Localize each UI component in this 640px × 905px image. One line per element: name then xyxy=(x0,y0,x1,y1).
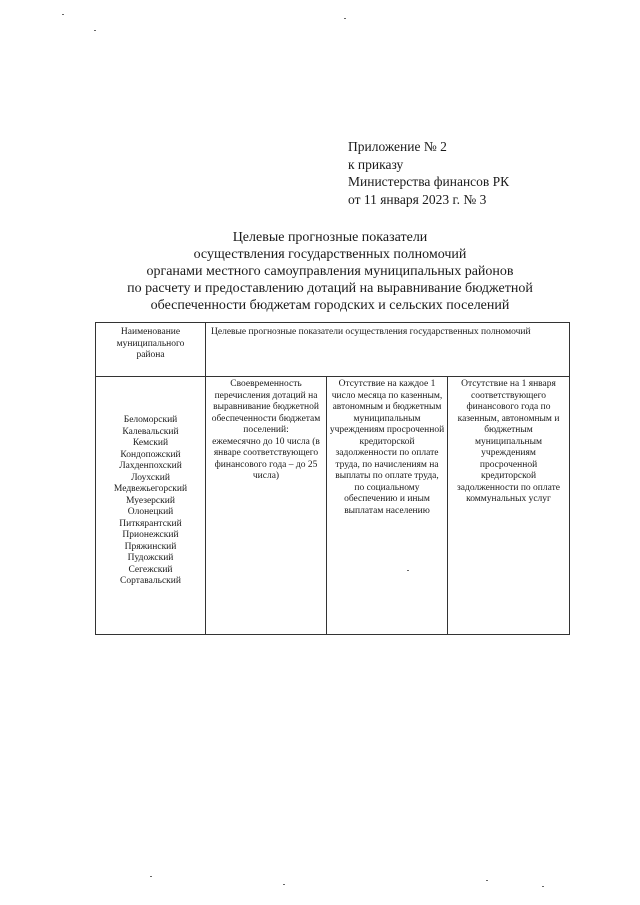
title-line: Целевые прогнозные показатели xyxy=(232,230,428,245)
cell-line: учреждениям просроченной xyxy=(329,425,445,435)
cell-line: кредиторской xyxy=(359,436,415,447)
cell-line: автономным и бюджетным xyxy=(332,402,442,412)
cell-line: кредиторской xyxy=(480,471,537,481)
cell-line: выплатам населению xyxy=(344,505,430,516)
appendix-ministry: Министерства финансов РК xyxy=(348,174,510,189)
scan-speck xyxy=(283,884,285,885)
scan-speck xyxy=(407,570,409,571)
district-name: Беломорский xyxy=(123,415,178,425)
scan-speck xyxy=(542,886,544,887)
scan-speck xyxy=(62,14,64,15)
title-line: обеспеченности бюджетам городских и сельских поселений xyxy=(150,298,510,313)
district-name: Сортавальский xyxy=(120,576,181,586)
district-name: Калевальский xyxy=(122,426,179,437)
district-name: Кемский xyxy=(132,438,169,448)
indicator-utility-arrears xyxy=(448,377,570,635)
indicator-transfer-timeliness xyxy=(206,377,327,635)
cell-line: финансового года по xyxy=(466,402,551,412)
cell-line: обеспеченности бюджетам xyxy=(211,413,321,424)
cell-line: перечисления дотаций на xyxy=(214,390,318,401)
cell-line: поселений: xyxy=(243,425,289,435)
cell-line: Отсутствие на 1 января xyxy=(461,379,556,389)
cell-line: коммунальных услуг xyxy=(466,494,551,504)
appendix-number: Приложение № 2 xyxy=(348,139,447,154)
cell-line: просроченной xyxy=(479,459,538,470)
district-name: Муезерский xyxy=(126,495,175,506)
indicators-table xyxy=(95,322,570,635)
cell-line: труда, по начислениям на xyxy=(335,459,439,470)
district-name: Олонецкий xyxy=(127,507,174,517)
cell-line: бюджетным xyxy=(484,425,533,435)
cell-line: числа) xyxy=(252,471,280,481)
cell-line: финансового года – до 25 xyxy=(214,459,318,470)
cell-line: казенным, автономным и xyxy=(457,413,560,424)
document-title xyxy=(80,229,580,314)
district-name: Прионежский xyxy=(122,530,179,540)
header-line: района xyxy=(136,350,165,360)
district-name: Питкярантский xyxy=(119,518,182,529)
cell-line: муниципальным xyxy=(353,413,421,424)
title-line: осуществления государственных полномочий xyxy=(193,247,467,262)
appendix-date: от 11 января 2023 г. № 3 xyxy=(348,191,487,207)
indicator-wage-arrears xyxy=(327,377,448,635)
cell-line: ежемесячно до 10 числа (в xyxy=(212,436,320,447)
scan-speck xyxy=(150,876,152,877)
district-name: Кондопожский xyxy=(120,449,181,460)
title-line: по расчету и предоставлению дотаций на выравнивание бюджетной xyxy=(127,281,533,296)
scan-speck xyxy=(486,880,488,881)
cell-line: муниципальным xyxy=(474,436,543,447)
district-name: Сегежский xyxy=(128,564,173,575)
header-district-name xyxy=(96,323,206,377)
cell-line: выплаты по оплате труда, xyxy=(335,471,439,481)
scan-speck xyxy=(344,18,346,19)
district-name: Лоухский xyxy=(131,472,170,483)
scan-speck xyxy=(94,30,96,31)
appendix-block xyxy=(348,138,509,208)
district-name: Пудожский xyxy=(127,553,174,563)
cell-line: задолженности по оплате xyxy=(457,482,560,493)
district-list xyxy=(96,377,206,635)
header-line: Наименование xyxy=(120,327,181,337)
appendix-order-ref: к приказу xyxy=(348,156,404,172)
cell-line: число месяца по казенным, xyxy=(331,390,443,401)
table-row xyxy=(96,377,570,635)
cell-line: учреждениям xyxy=(481,448,536,458)
title-line: органами местного самоуправления муниципальных районов xyxy=(146,264,514,279)
cell-line: обеспечению и иным xyxy=(344,494,430,504)
table-header-row xyxy=(96,323,570,377)
cell-line: соответствующего xyxy=(471,390,546,401)
cell-line: по социальному xyxy=(354,482,420,493)
district-name: Медвежьегорский xyxy=(113,484,188,494)
cell-line: Отсутствие на каждое 1 xyxy=(338,379,436,389)
cell-line: задолженности по оплате xyxy=(335,448,439,458)
header-indicators: Целевые прогнозные показатели осуществления государственных полномочий xyxy=(206,323,570,377)
district-name: Лахденпохский xyxy=(119,461,182,471)
header-line: муниципального xyxy=(116,338,185,349)
district-name: Пряжинский xyxy=(124,541,177,552)
cell-line: Своевременность xyxy=(230,379,302,389)
cell-line: январе соответствующего xyxy=(213,448,319,458)
cell-line: выравнивание бюджетной xyxy=(213,402,319,412)
